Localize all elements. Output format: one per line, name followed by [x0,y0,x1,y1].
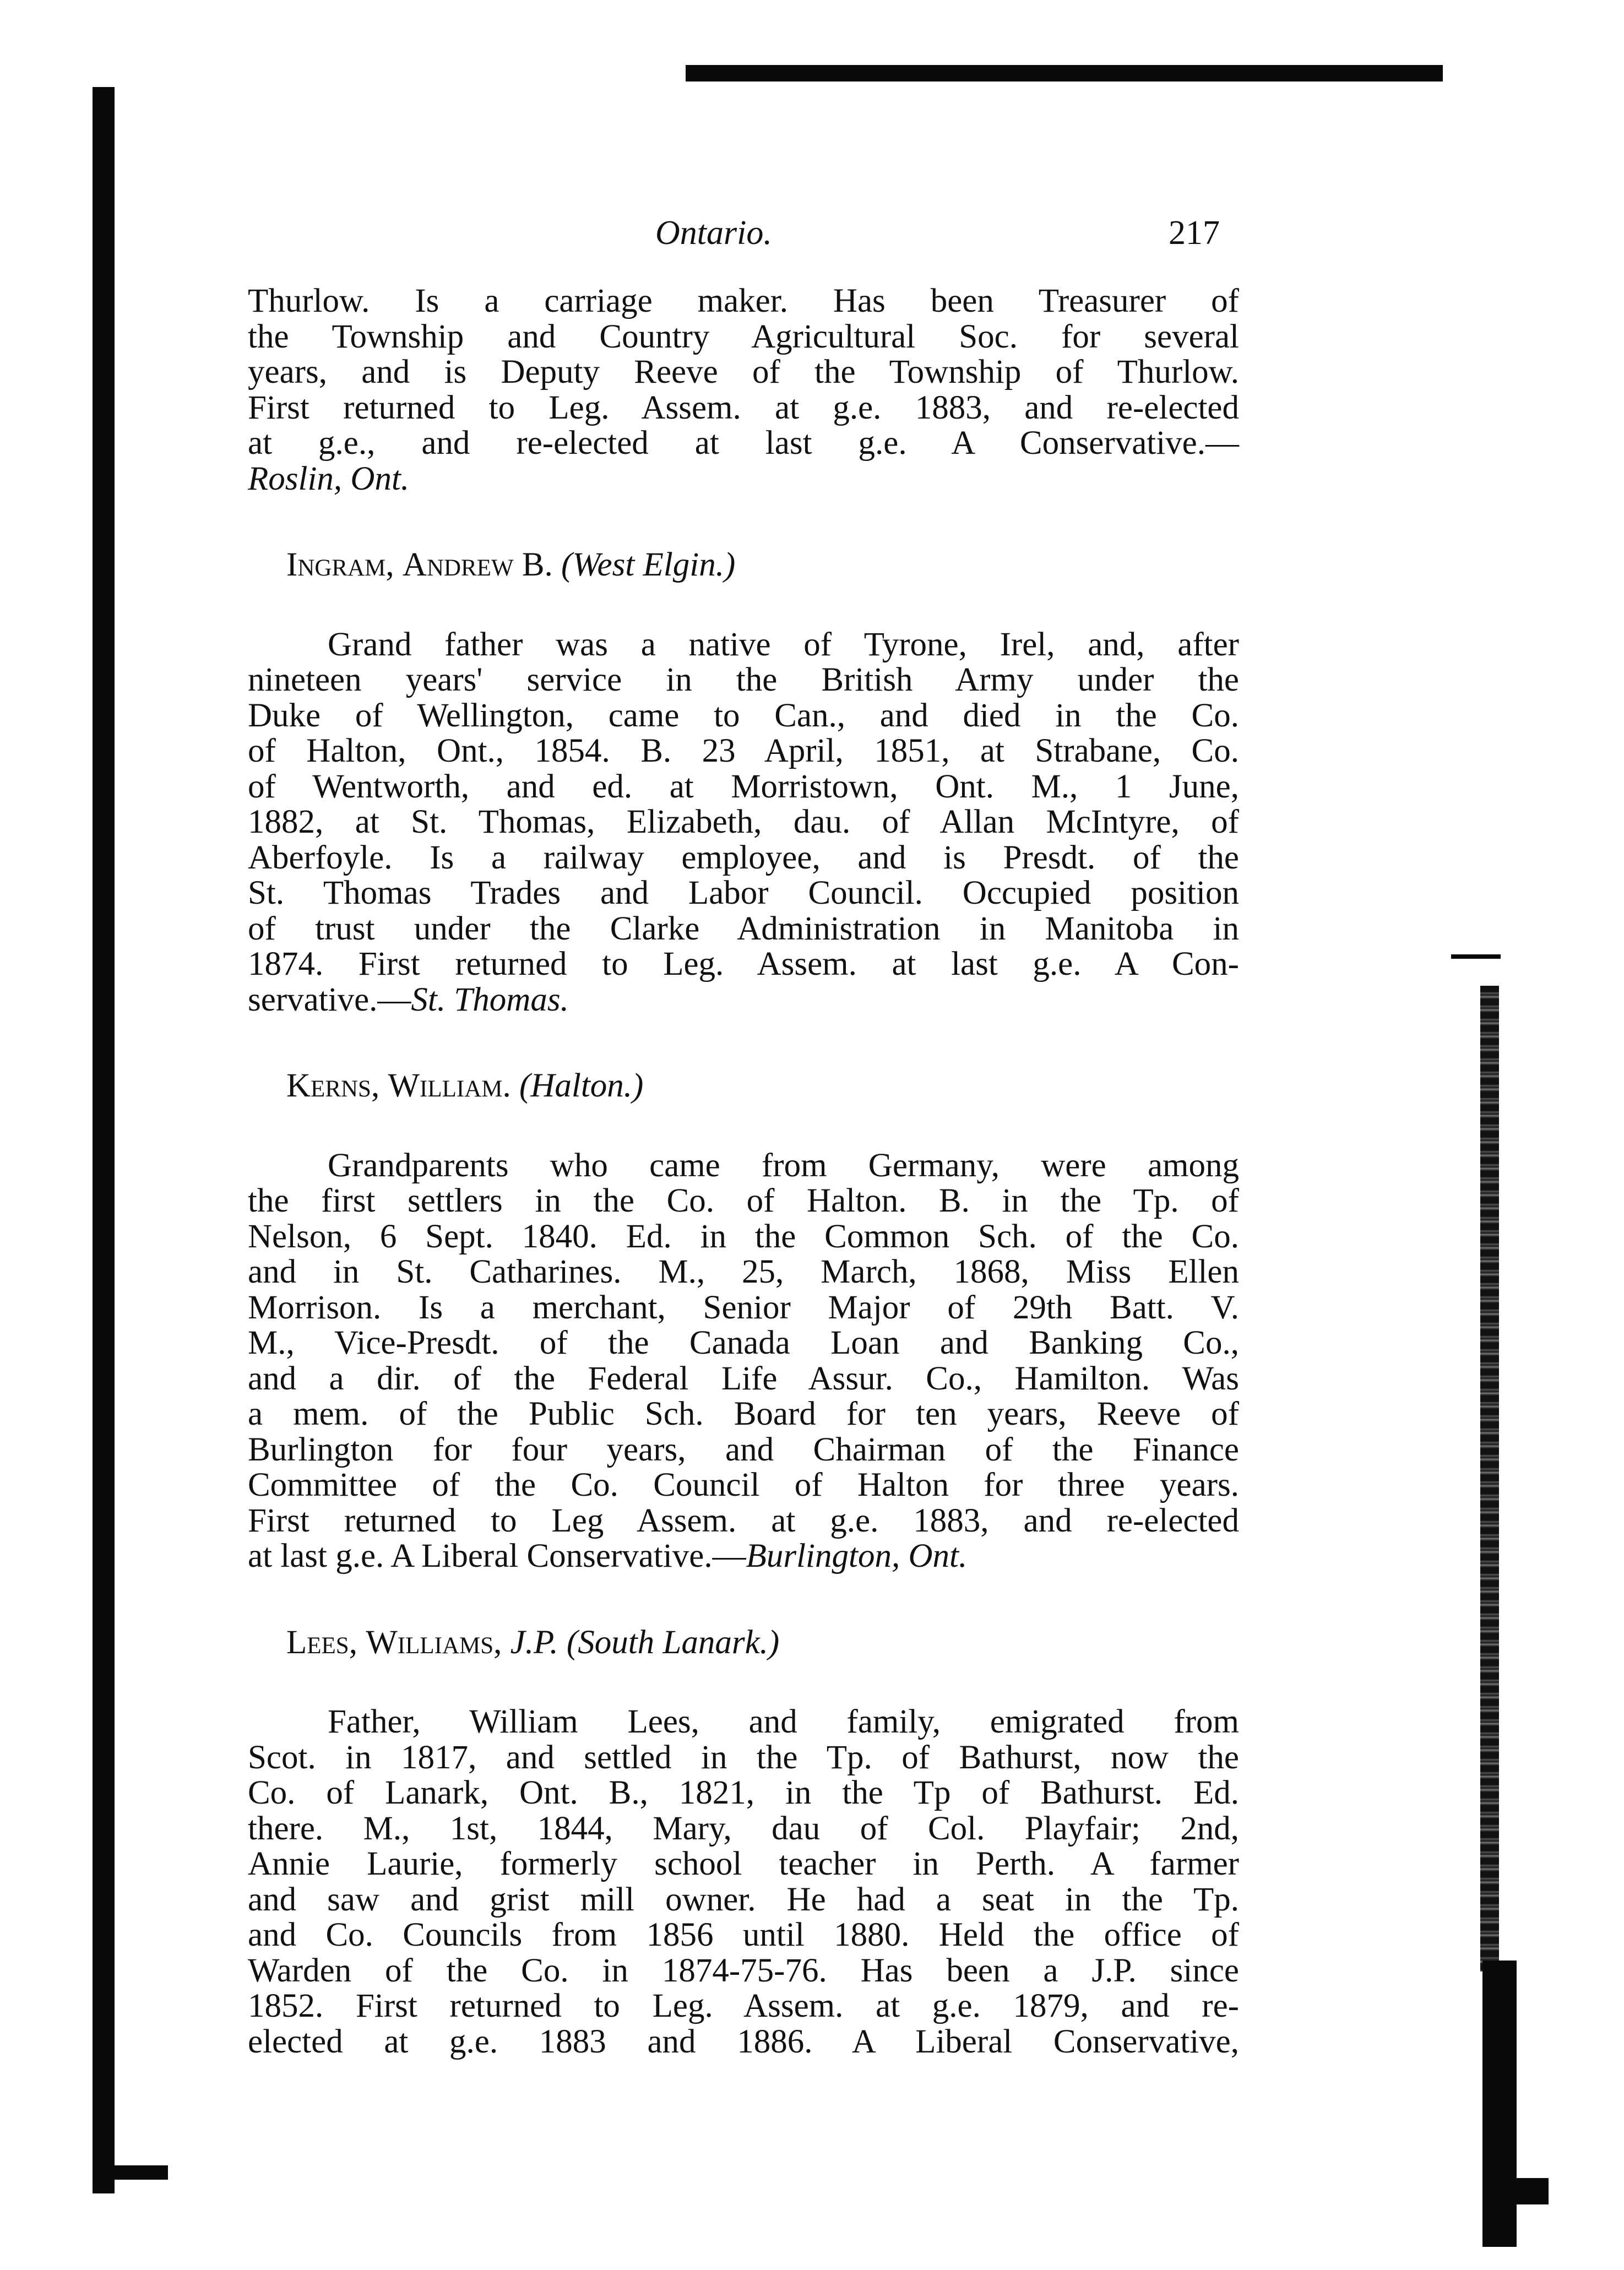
residence: St. Thomas. [411,981,569,1018]
text-line: Grand father was a native of Tyrone, Irel, and, after [328,626,1239,663]
text-line: Duke of Wellington, came to Can., and died in the Co. [248,697,1239,734]
entry-given-name: Andrew B. [402,546,553,583]
entry-surname: Kerns, [286,1067,380,1104]
text-line: St. Thomas Trades and Labor Council. Occupied position [248,875,1239,911]
text-line: there. M., 1st, 1844, Mary, dau of Col. Playfair; 2nd, [248,1810,1239,1847]
spacer [248,583,1239,627]
entry-given-name: Williams, [366,1623,502,1661]
scan-border-right-top [1451,954,1501,959]
biography-entry [248,547,1239,1018]
spacer [248,1574,1239,1625]
text-line: Burlington for four years, and Chairman of the Finance [248,1431,1239,1468]
text-line: Father, William Lees, and family, emigrated from [328,1703,1239,1740]
text-line: of Wentworth, and ed. at Morristown, Ont. M., 1 June, [248,768,1239,805]
text-line: Morrison. Is a merchant, Senior Major of 29th Batt. V. [248,1289,1239,1326]
text-line [248,461,1239,497]
text-line: and Co. Councils from 1856 until 1880. Held the office of [248,1916,1239,1953]
text-line: nineteen years' service in the British Army under the [248,661,1239,698]
entry-heading [248,1068,1239,1104]
text-line: and in St. Catharines. M., 25, March, 1868, Miss Ellen [248,1253,1239,1290]
entry-constituency: (West Elgin.) [561,546,736,583]
text-line: at g.e., and re-elected at last g.e. A Conservative.— [248,425,1239,461]
text-line: Committee of the Co. Council of Halton for three years. [248,1467,1239,1503]
text-line: the Township and Country Agricultural Soc. for several [248,318,1239,355]
text-line: Scot. in 1817, and settled in the Tp. of Bathurst, now the [248,1739,1239,1776]
entry-surname: Lees, [286,1623,357,1661]
entry-given-name: William. [388,1067,511,1104]
text-line: Annie Laurie, formerly school teacher in Perth. A farmer [248,1845,1239,1882]
text-line: and a dir. of the Federal Life Assur. Co., Hamilton. Was [248,1360,1239,1397]
scan-border-left-foot [113,2165,168,2180]
spacer [248,497,1239,547]
text-line: elected at g.e. 1883 and 1886. A Liberal Conservative, [248,2023,1239,2060]
text-line [248,1539,1239,1574]
text-line: the first settlers in the Co. of Halton. B. in the Tp. of [248,1182,1239,1219]
biography-entry [248,1068,1239,1574]
scan-border-top [686,65,1443,82]
spacer [248,1660,1239,1704]
entry-closing-text: servative.— [248,981,411,1018]
text-line: a mem. of the Public Sch. Board for ten years, Reeve of [248,1395,1239,1432]
text-line: and saw and grist mill owner. He had a seat in the Tp. [248,1881,1239,1918]
spacer [248,1104,1239,1148]
text-line: 1852. First returned to Leg. Assem. at g.e. 1879, and re- [248,1987,1239,2024]
text-line: Nelson, 6 Sept. 1840. Ed. in the Common Sch. of the Co. [248,1218,1239,1255]
entry-heading [248,1625,1239,1661]
text-line: years, and is Deputy Reeve of the Township of Thurlow. [248,354,1239,390]
text-line: of trust under the Clarke Administration in Manitoba in [248,910,1239,947]
entry-surname: Ingram, [286,546,394,583]
text-line: 1882, at St. Thomas, Elizabeth, dau. of Allan McIntyre, of [248,803,1239,840]
residence: Burlington, Ont. [746,1538,968,1574]
text-line: M., Vice-Presdt. of the Canada Loan and Banking Co., [248,1324,1239,1361]
entry-constituency: (Halton.) [519,1067,644,1104]
intro-paragraph [248,284,1239,497]
text-line: First returned to Leg. Assem. at g.e. 1883, and re-elected [248,389,1239,426]
page-body [248,284,1239,2060]
text-line: Co. of Lanark, Ont. B., 1821, in the Tp of Bathurst. Ed. [248,1774,1239,1811]
entry-closing-text: at last g.e. A Liberal Conservative.— [248,1538,746,1574]
text-line: 1874. First returned to Leg. Assem. at last g.e. A Con- [248,946,1239,982]
entry-constituency: (South Lanark.) [566,1623,780,1661]
running-header: Ontario. [655,214,772,252]
page-number: 217 [1169,214,1220,252]
text-line: Aberfoyle. Is a railway employee, and is Presdt. of the [248,839,1239,876]
text-line: of Halton, Ont., 1854. B. 23 April, 1851, at Strabane, Co. [248,732,1239,769]
biography-entry [248,1625,1239,2060]
text-line: First returned to Leg Assem. at g.e. 1883, and re-elected [248,1502,1239,1539]
scan-border-right [1480,986,1499,1972]
text-line: Warden of the Co. in 1874-75-76. Has been a J.P. since [248,1952,1239,1989]
scan-border-left [93,87,115,2193]
residence: Roslin, Ont. [248,460,410,497]
entry-heading [248,547,1239,583]
text-line [248,982,1239,1018]
entry-title: J.P. [510,1623,558,1661]
scan-border-right-foot-tail [1482,2178,1549,2204]
text-line: Thurlow. Is a carriage maker. Has been Treasurer of [248,283,1239,319]
spacer [248,1018,1239,1068]
text-line: Grandparents who came from Germany, were among [328,1147,1239,1184]
